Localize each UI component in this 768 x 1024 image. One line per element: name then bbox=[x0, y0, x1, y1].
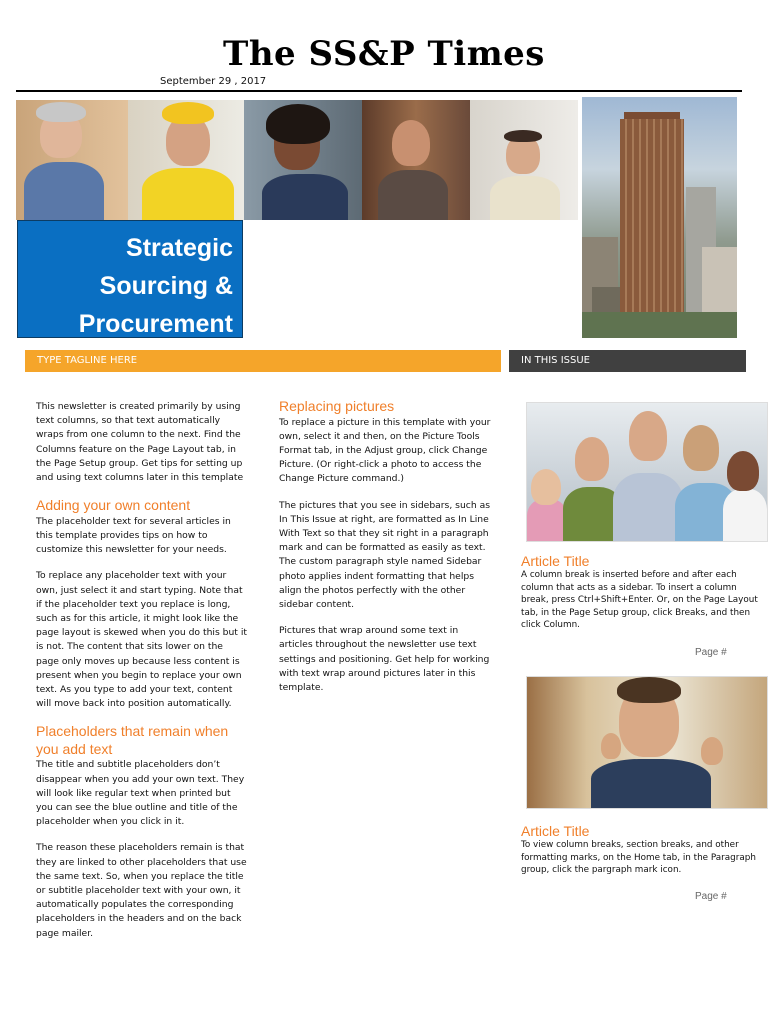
group-students-photo bbox=[526, 402, 768, 542]
intro-paragraph: This newsletter is created primarily by using text columns, so that text automatically wraps from one column to the next. Find the Columns feature on the Page Layout tab, in the Page Setup group. Get tips for setting up and using text columns later in this template bbox=[36, 401, 244, 484]
article-column-1 bbox=[36, 400, 248, 953]
sidebar-article-2 bbox=[521, 823, 761, 877]
section-heading-placeholders: Placeholders that remain when you add text bbox=[36, 723, 229, 757]
paragraph: The title and subtitle placeholders don’t disappear when you add your own text. They will look like regular text when printed but you can see the blue outline and title of the placeholder when you click in it. bbox=[36, 759, 245, 828]
worker-photo-1 bbox=[16, 100, 128, 220]
paragraph: To replace any placeholder text with your own, just select it and start typing. Note that if the placeholder text you replace is long, such as for this article, it might look like the page layout is skewed when you do this but it is not. The content that sits lower on the page only moves up because less content is present when you begin to replace your own text. As you type to add your text, content will move back into position automatically. bbox=[36, 570, 247, 710]
worker-photo-4 bbox=[362, 100, 470, 220]
article-text: To view column breaks, section breaks, and other formatting marks, on the Home tab, in the Paragraph group, click the pargraph mark icon. bbox=[521, 840, 756, 876]
issue-date: September 29 , 2017 bbox=[160, 76, 267, 87]
masthead-rule bbox=[16, 90, 742, 92]
worker-photo-5 bbox=[470, 100, 578, 220]
worker-photo-3 bbox=[244, 100, 362, 220]
title-line-2: Sourcing & bbox=[99, 272, 233, 300]
in-this-issue-bar: IN THIS ISSUE bbox=[509, 350, 746, 372]
paragraph: Pictures that wrap around some text in articles throughout the newsletter use text settings and positioning. Get help for working with text wrap around pictures later in this template. bbox=[279, 625, 490, 693]
worker-photo-2 bbox=[128, 100, 244, 220]
paragraph: The reason these placeholders remain is that they are linked to other placeholders that use the same text. So, when you replace the title or subtitle placeholder text with your own, it automatically populates the corresponding placeholders in the headers and on the back page mailer. bbox=[36, 842, 247, 939]
paragraph: The pictures that you see in sidebars, such as In This Issue at right, are formatted as In Line With Text so that they sit right in a paragraph mark and can be formatted as easily as text. The custom paragraph style named Sidebar photo applies indent formatting that helps align the photos perfectly with the other sidebar content. bbox=[279, 499, 491, 610]
section-heading-adding-content: Adding your own content bbox=[36, 497, 191, 514]
title-line-1: Strategic bbox=[126, 234, 233, 262]
page-number: Page # bbox=[695, 891, 727, 902]
city-skyline-photo bbox=[582, 97, 737, 338]
tagline-bar: TYPE TAGLINE HERE bbox=[25, 350, 501, 372]
article-column-2 bbox=[279, 398, 491, 707]
title-line-3: Procurement bbox=[78, 310, 233, 338]
student-portrait-photo bbox=[526, 676, 768, 809]
paragraph: The placeholder text for several articles in this template provides tips on how to customize this newsletter for your needs. bbox=[36, 515, 231, 556]
header-photo-strip bbox=[16, 100, 578, 220]
newsletter-title-box bbox=[17, 220, 243, 338]
section-heading-replacing-pictures: Replacing pictures bbox=[279, 398, 395, 414]
newspaper-masthead: The SS&P Times bbox=[223, 34, 545, 74]
article-title: Article Title bbox=[521, 823, 590, 839]
paragraph: To replace a picture in this template with your own, select it and then, on the Picture Tools Format tab, in the Adjust group, click Change Picture. (Or right-click a photo to access the Change Picture command.) bbox=[279, 416, 491, 485]
sidebar-article-1 bbox=[521, 553, 761, 632]
article-text: A column break is inserted before and after each column that acts as a sidebar. To insert a column break, press Ctrl+Shift+Enter. Or, on the Page Layout tab, in the Page Setup group, click Breaks, and then click Column. bbox=[521, 570, 758, 631]
article-title: Article Title bbox=[521, 553, 590, 569]
page-number: Page # bbox=[695, 647, 727, 658]
